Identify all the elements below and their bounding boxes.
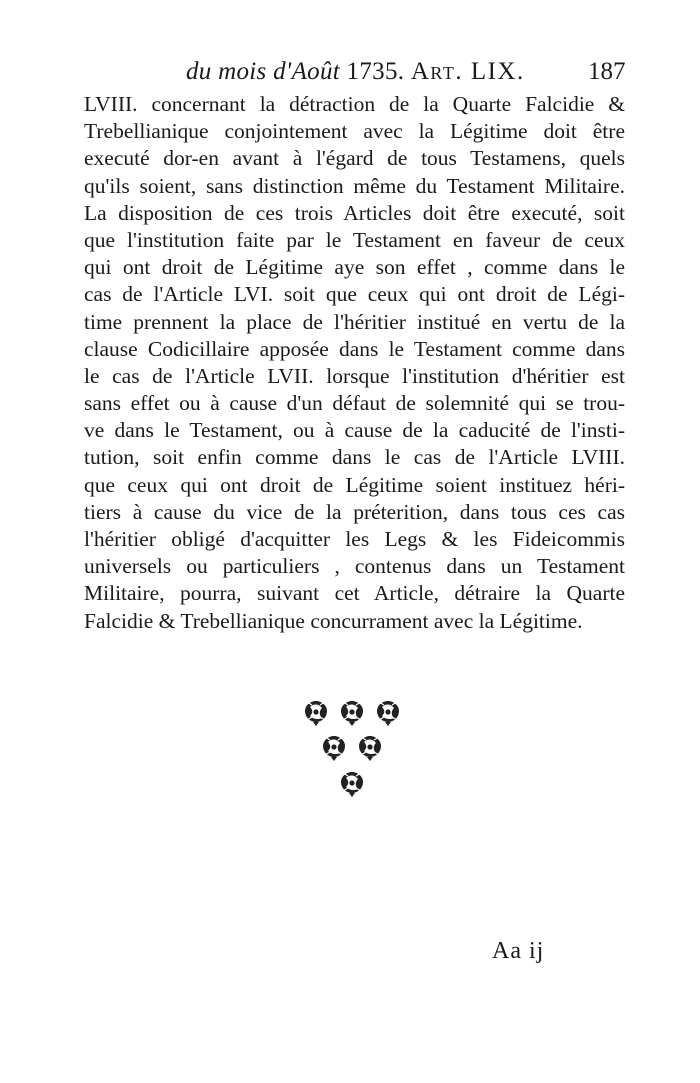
- fleuron-triangle-ornament-icon: [297, 696, 407, 802]
- body-text: [84, 91, 625, 635]
- text-line: universels ou particuliers , contenus dans un Testament: [84, 554, 625, 579]
- text-line: clause Codicillaire apposée dans le Testament comme dans: [84, 336, 625, 361]
- text-line: Falcidie & Trebellianique concurrament avec la Légitime.: [84, 608, 583, 633]
- text-line: cas de l'Article LVI. soit que ceux qui ont droit de Légi-: [84, 282, 625, 307]
- running-title-date: du mois d'Août: [186, 58, 340, 85]
- signature-mark: Aa ij: [492, 938, 545, 964]
- text-line: le cas de l'Article LVII. lorsque l'institution d'héritier est: [84, 363, 625, 388]
- text-line: qu'ils soient, sans distinction même du Testament Militaire.: [84, 173, 625, 198]
- running-header: [0, 58, 700, 94]
- text-line: La disposition de ces trois Articles doit être executé, soit: [84, 200, 625, 225]
- running-title-year: 1735.: [340, 58, 411, 85]
- text-line: tution, soit enfin comme dans le cas de l'Article LVIII.: [84, 445, 625, 470]
- text-line: executé dor-en avant à l'égard de tous Testamens, quels: [84, 146, 625, 171]
- text-line: LVIII. concernant la détraction de la Quarte Falcidie &: [84, 92, 625, 116]
- text-line: que ceux qui ont droit de Légitime soient instituez héri-: [84, 472, 625, 497]
- text-line: sans effet ou à cause d'un défaut de solemnité qui se trou-: [84, 391, 625, 416]
- text-line: l'héritier obligé d'acquitter les Legs & les Fideicommis: [84, 527, 625, 551]
- running-title: [186, 58, 525, 86]
- text-line: time prennent la place de l'héritier institué en vertu de la: [84, 309, 625, 334]
- text-line: tiers à cause du vice de la préterition, dans tous ces cas: [84, 499, 625, 524]
- text-line: qui ont droit de Légitime aye son effet , comme dans le: [84, 255, 625, 280]
- text-line: Militaire, pourra, suivant cet Article, détraire la Quarte: [84, 581, 625, 606]
- text-line: que l'institution faite par le Testament en faveur de ceux: [84, 227, 625, 252]
- running-title-article: Art. LIX.: [410, 58, 525, 85]
- text-line: ve dans le Testament, ou à cause de la caducité de l'insti-: [84, 418, 625, 443]
- text-line: Trebellianique conjointement avec la Légitime doit être: [84, 119, 625, 144]
- page-number: 187: [588, 58, 626, 85]
